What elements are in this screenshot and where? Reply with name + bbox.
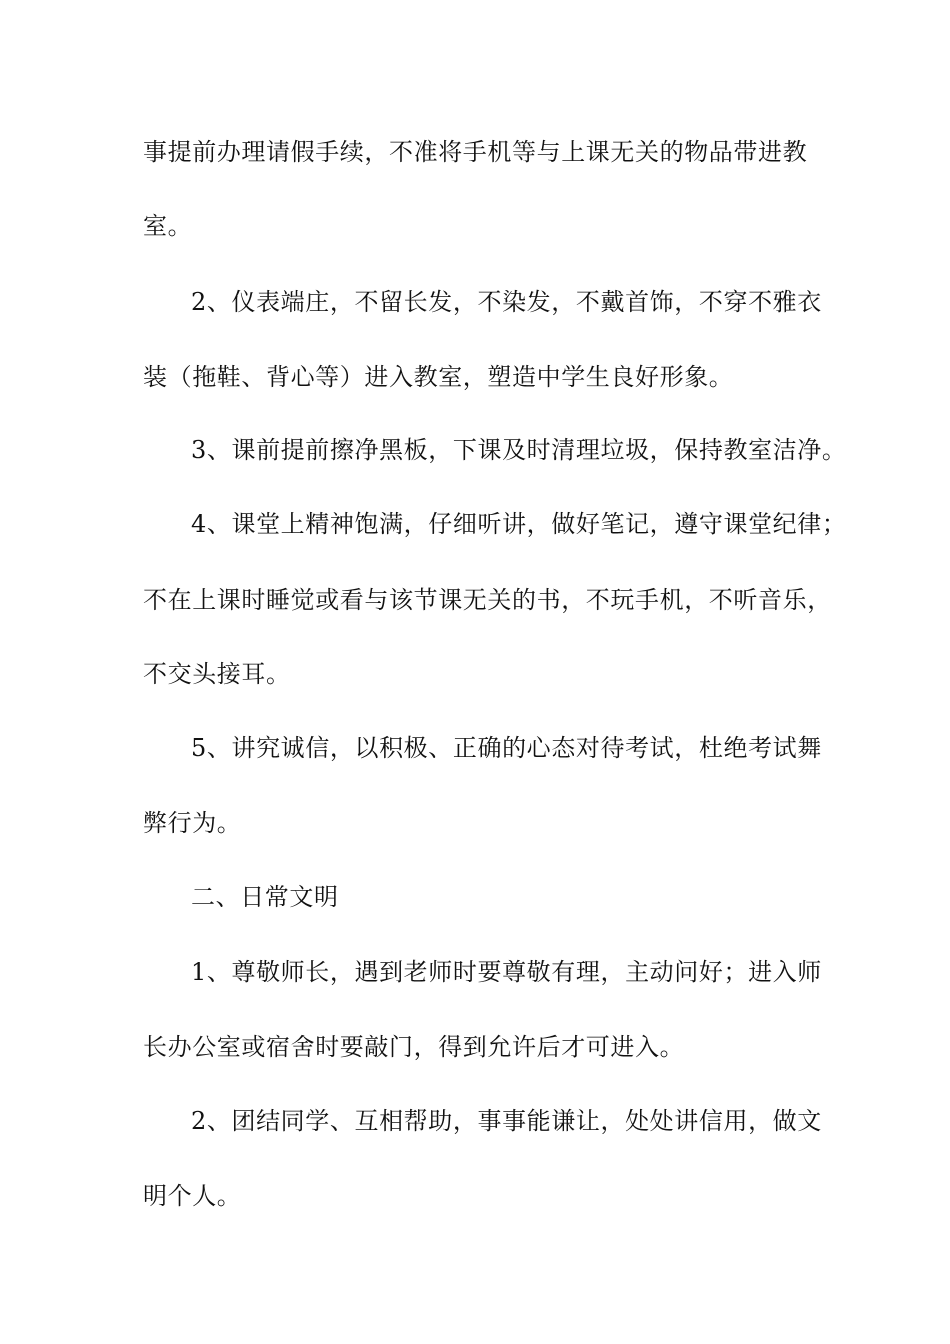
text-line: 不交头接耳。 (143, 660, 291, 688)
text-line: 5、讲究诚信，以积极、正确的心态对待考试，杜绝考试舞 (191, 734, 822, 762)
text-line: 2、仪表端庄，不留长发，不染发，不戴首饰，不穿不雅衣 (191, 288, 822, 316)
text-line: 不在上课时睡觉或看与该节课无关的书，不玩手机，不听音乐， (143, 586, 832, 614)
text-line: 弊行为。 (143, 809, 242, 837)
text-line: 4、课堂上精神饱满，仔细听讲，做好笔记，遵守课堂纪律； (191, 510, 847, 538)
text-line: 事提前办理请假手续，不准将手机等与上课无关的物品带进教 (143, 138, 808, 166)
text-line: 装（拖鞋、背心等）进入教室，塑造中学生良好形象。 (143, 363, 734, 391)
section-heading: 二、日常文明 (191, 883, 339, 911)
text-line: 3、课前提前擦净黑板，下课及时清理垃圾，保持教室洁净。 (191, 436, 847, 464)
text-line: 室。 (143, 212, 193, 240)
text-line: 2、团结同学、互相帮助，事事能谦让，处处讲信用，做文 (191, 1107, 822, 1135)
text-line: 长办公室或宿舍时要敲门，得到允许后才可进入。 (143, 1033, 685, 1061)
text-line: 明个人。 (143, 1182, 242, 1210)
text-line: 1、尊敬师长，遇到老师时要尊敬有理，主动问好；进入师 (191, 958, 822, 986)
